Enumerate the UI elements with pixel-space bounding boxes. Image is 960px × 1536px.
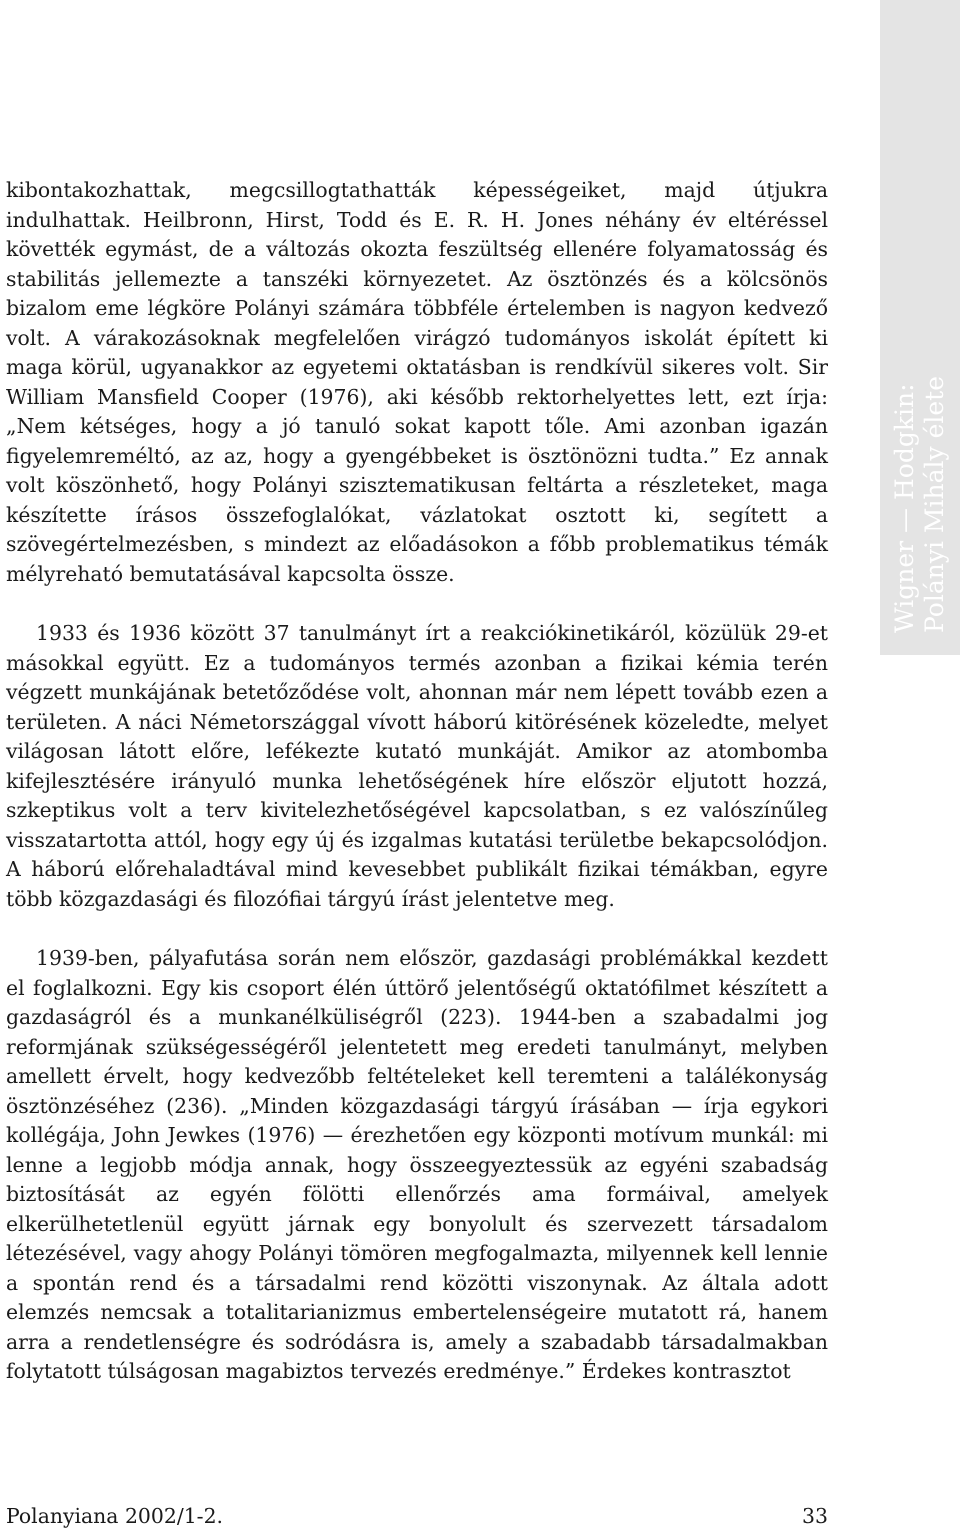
running-title [880,0,960,655]
page-number: 33 [802,1504,828,1528]
article-body [6,176,828,1387]
paragraph-3: 1939-ben, pályafutása során nem először, gazdasági problémákkal kezdett el foglalkozni. Egy kis csoport élén úttörő jelentőségű oktatófilmet készített a gazdaságról és a munkanélküliségről (223). 1944-ben a szabadalmi jog reformjának szükségességéről jelentetett meg eredeti tanulmányt, melyben amellett érvelt, hogy kedvezőbb feltételeket kell teremteni a találékonyság ösztönzéséhez (236). „Minden közgazdasági tárgyú írásában — írja egykori kollégája, John Jewkes (1976) — érezhetően egy központi motívum munkál: mi lenne a legjobb módja annak, hogy összeegyeztessük az egyéni szabadság biztosítását az egyén fölötti ellenőrzés ama formáival, amelyek elkerülhetetlenül együtt járnak egy bonyolult és szervezett társadalom létezésével, vagy ahogy Polányi tömören megfogalmazta, milyennek kell lennie a spontán rend és a társadalmi rend közötti viszonynak. Az általa adott elemzés nemcsak a totalitarianizmus embertelenségeire mutatott rá, hanem arra a rendetlenségre és sodródásra is, amely a szabadabb társadalmakban folytatott túlságosan magabiztos tervezés eredménye.” Érdekes kontrasztot [6,946,828,1383]
journal-citation: Polanyiana 2002/1-2. [6,1504,224,1528]
running-title-authors: Wigner — Hodgkin: [890,383,919,633]
running-title-tab [880,0,960,655]
paragraph-1: kibontakozhattak, megcsillogtathatták képességeiket, majd útjukra indulhattak. Heilbronn, Hirst, Todd és E. R. H. Jones néhány év eltéréssel követték egymást, de a változás okozta feszültség ellenére folyamatosság és stabilitás jellemezte a tanszéki környezetet. Az ösztönzés és a kölcsönös bizalom eme légköre Polányi számára többféle értelemben is nagyon kedvező volt. A várakozásoknak megfelelően virágzó tudományos iskolát épített ki maga körül, ugyanakkor az egyetemi oktatásban is rendkívül sikeres volt. Sir William Mansfield Cooper (1976), aki később rektorhelyettes lett, ezt írja: „Nem kétséges, hogy a jó tanuló sokat kapott tőle. Ami azonban igazán figyelemreméltó, az az, hogy a gyengébbeket is ösztönözni tudta.” Ez annak volt köszönhető, hogy Polányi szisztematikusan feltárta a részleteket, maga készítette írásos összefoglalókat, vázlatokat osztott ki, segített a szövegértelmezésben, s mindezt az előadásokon a főbb problematikus témák mélyreható bemutatásával kapcsolta össze. [6,178,828,586]
running-title-article: Polányi Mihály élete [920,375,949,633]
paragraph-2: 1933 és 1936 között 37 tanulmányt írt a reakciókinetikáról, közülük 29-et másokkal együtt. Ez a tudományos termés azonban a fizikai kémia terén végzett munkájának betetőződése volt, ahonnan már nem lépett tovább ezen a területen. A náci Németországgal vívott háború kitörésének közeledte, melyet világosan látott előre, lefékezte kutató munkáját. Amikor az atombomba kifejlesztésére irányuló munka lehetőségének híre először eljutott hozzá, szkeptikus volt a terv kivitelezhetőségével kapcsolatban, s ez valószínűleg visszatartotta attól, hogy egy új és izgalmas kutatási területbe bekapcsolódjon. A háború előrehaladtával mind kevesebbet publikált fizikai témákban, egyre több közgazdasági és filozófiai tárgyú írást jelentetve meg. [6,621,828,911]
